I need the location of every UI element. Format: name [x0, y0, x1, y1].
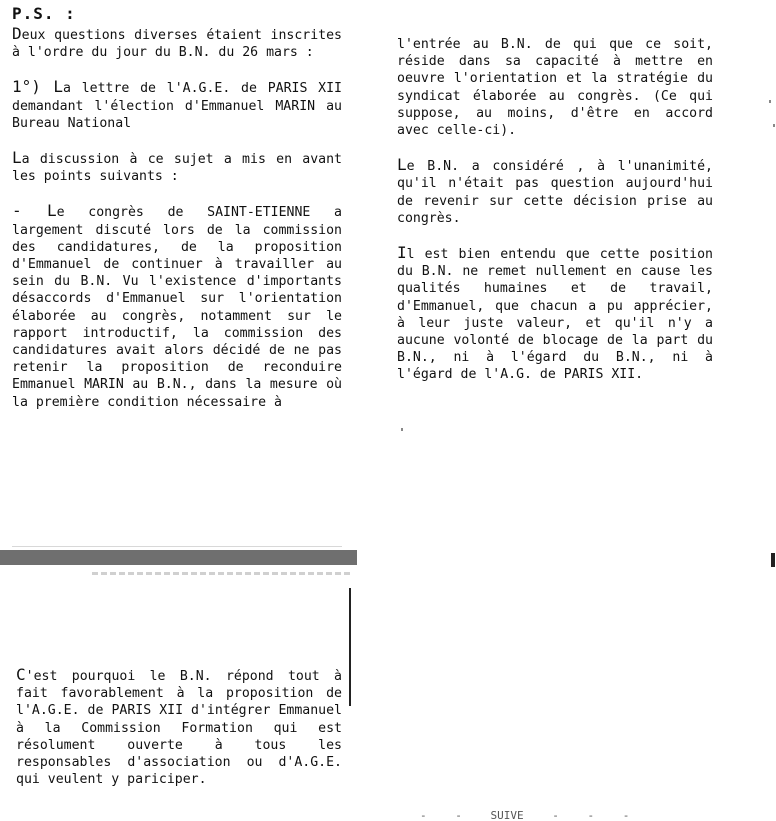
- paragraph-discussion: [12, 149, 342, 185]
- right-column: [397, 34, 713, 401]
- paragraph-unanimity: [397, 156, 713, 227]
- scan-rule-line: [12, 546, 342, 547]
- paragraph-intro: [12, 25, 342, 61]
- footer-fragment: - - SUIVE - - -: [420, 810, 630, 821]
- drop-letter: L: [12, 148, 22, 168]
- paragraph-item-1: [12, 78, 342, 132]
- paragraph-text: eux questions diverses étaient inscrites à l'ordre du jour du B.N. du 26 mars :: [12, 28, 342, 61]
- scan-speck: [769, 100, 771, 103]
- scan-divider-bar: [0, 550, 357, 565]
- drop-letter: - L: [12, 201, 57, 221]
- bottom-column: [16, 666, 342, 805]
- scan-speck: [773, 124, 775, 127]
- scan-vertical-rule: [349, 588, 351, 706]
- drop-letter: D: [12, 24, 22, 43]
- scan-edge-mark: [771, 553, 775, 567]
- paragraph-text: l'entrée au B.N. de qui que ce soit, réside dans sa capacité à mettre en oeuvre l'orientation et la stratégie du syndicat élaborée au congrès. (Ce qui suppose, au moins, d'être en accord avec celle-ci).: [397, 37, 713, 139]
- drop-letter: C: [16, 665, 26, 684]
- paragraph-text: l est bien entendu que cette position du B.N. ne remet nullement en cause les qualités humaines et de travail, d'Emmanuel, que chacun a pu apprécier, à leur juste valeur, et qu'il n'y a aucune volonté de blocage de la part du B.N., ni à l'égard du B.N., ni à l'égard de l'A.G. de PARIS XII.: [397, 247, 713, 383]
- scan-faint-line: [92, 572, 352, 575]
- paragraph-congress: [12, 202, 342, 410]
- paragraph-continued: [397, 34, 713, 139]
- drop-letter: 1°) L: [12, 77, 63, 97]
- paragraph-position: [397, 244, 713, 384]
- ps-heading: P.S. :: [12, 4, 76, 23]
- paragraph-text: e congrès de SAINT-ETIENNE a largement discuté lors de la commission des candidatures, de la proposition d'Emmanuel de continuer à travailler au sein du B.N. Vu l'existence d'importants désaccords d'Emmanuel sur l'orientation élaborée au congrès, notamment sur le rapport introductif, la commission des candidatures avait alors décidé de ne pas retenir la proposition de reconduire Emmanuel MARIN au B.N., dans la mesure où la première condition nécessaire à: [12, 205, 342, 410]
- drop-letter: I: [397, 243, 407, 263]
- paragraph-text: a lettre de l'A.G.E. de PARIS XII demandant l'élection d'Emmanuel MARIN au Bureau National: [12, 81, 342, 131]
- paragraph-conclusion: [16, 666, 342, 788]
- scan-speck: [401, 428, 403, 431]
- paragraph-text: e B.N. a considéré , à l'unanimité, qu'il n'était pas question aujourd'hui de revenir sur cette décision prise au congrès.: [397, 159, 713, 226]
- left-column: [12, 25, 342, 428]
- paragraph-text: 'est pourquoi le B.N. répond tout à fait favorablement à la proposition de l'A.G.E. de PARIS XII d'intégrer Emmanuel à la Commission Formation qui est résolument ouverte à tous les responsables d'association ou d'A.G.E. qui veulent y pariciper.: [16, 669, 342, 788]
- paragraph-text: a discussion à ce sujet a mis en avant les points suivants :: [12, 152, 342, 185]
- drop-letter: L: [397, 155, 407, 175]
